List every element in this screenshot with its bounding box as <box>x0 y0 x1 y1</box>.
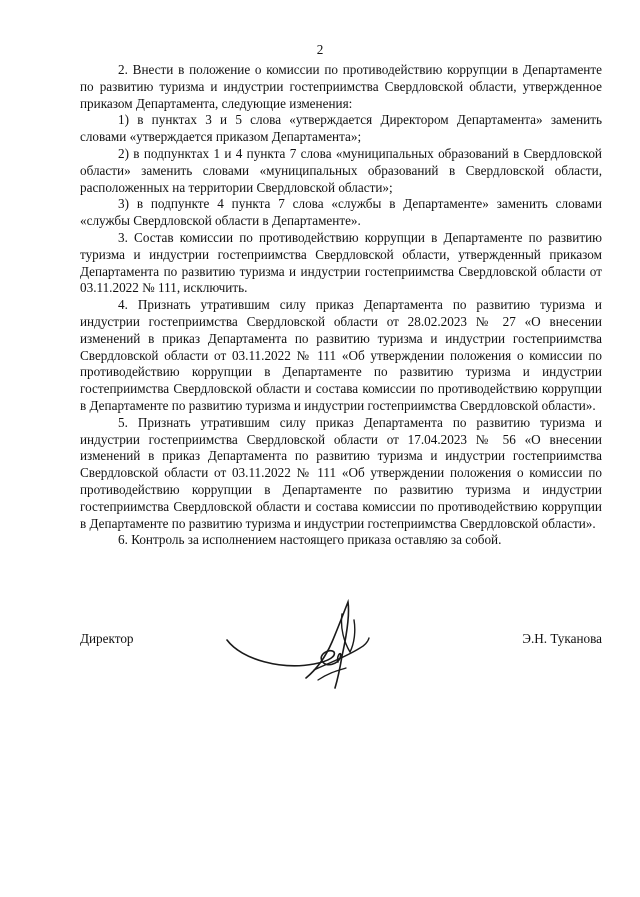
paragraph-5: 5. Признать утратившим силу приказ Департамента по развитию туризма и индустрии гостеприимства Свердловской области от 17.04.2023 № 56 «О внесении изменений в приказ Департамента по развитию туризма и индустрии гостеприимства Свердловской области от 03.11.2022 № 111 «Об утверждении положения о комиссии по противодействию коррупции в Департаменте по развитию туризма и индустрии гостеприимства Свердловской области и состава комиссии по противодействию коррупции в Департаменте по развитию туризма и индустрии гостеприимства Свердловской области». <box>80 414 602 531</box>
handwritten-signature-icon <box>222 598 372 693</box>
page-number: 2 <box>316 42 324 57</box>
paragraph-6: 6. Контроль за исполнением настоящего приказа оставляю за собой. <box>118 532 502 548</box>
signer-name: Э.Н. Туканова <box>522 631 602 646</box>
signer-title: Директор <box>80 631 134 646</box>
document-body <box>80 62 602 549</box>
paragraph-4: 4. Признать утратившим силу приказ Департамента по развитию туризма и индустрии гостеприимства Свердловской области от 28.02.2023 № 27 «О внесении изменений в приказ Департамента по развитию туризма и индустрии гостеприимства Свердловской области от 03.11.2022 № 111 «Об утверждении положения о комиссии по противодействию коррупции в Департаменте по развитию туризма и индустрии гостеприимства Свердловской области и состава комиссии по противодействию коррупции в Департаменте по развитию туризма и индустрии гостеприимства Свердловской области». <box>80 297 602 413</box>
paragraph-2-3: 3) в подпункте 4 пункта 7 слова «службы в Департаменте» заменить словами «службы Свердловской области в Департаменте». <box>80 196 602 229</box>
paragraph-3: 3. Состав комиссии по противодействию коррупции в Департаменте по развитию туризма и индустрии гостеприимства Свердловской области, утвержденный приказом Департамента по развитию туризма и индустрии гостеприимства Свердловской области от 03.11.2022 № 111, исключить. <box>80 229 602 296</box>
paragraph-2: 2. Внести в положение о комиссии по противодействию коррупции в Департаменте по развитию туризма и индустрии гостеприимства Свердловской области, утвержденное приказом Департамента, следующие изменения: <box>80 62 602 111</box>
paragraph-2-2: 2) в подпунктах 1 и 4 пункта 7 слова «муниципальных образований в Свердловской области» заменить словами «муниципальных образований в Свердловской области, расположенных на территории Свердловской области»; <box>80 145 602 195</box>
paragraph-2-1: 1) в пунктах 3 и 5 слова «утверждается Директором Департамента» заменить словами «утверждается приказом Департамента»; <box>80 112 602 145</box>
